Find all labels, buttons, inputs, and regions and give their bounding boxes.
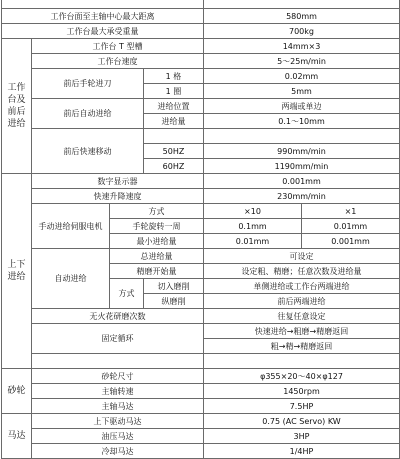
- table-row: [2, 99, 400, 114]
- sub-label: 切入磨削: [144, 279, 204, 294]
- sub-label: 进给量: [144, 114, 204, 129]
- row-value: 快速进给→粗磨→精磨返回: [204, 324, 400, 339]
- table-row: [2, 9, 400, 24]
- row-value: 1/4HP: [204, 444, 400, 459]
- row-value: 0.01mm: [302, 219, 400, 234]
- table-row: [2, 384, 400, 399]
- table-row: [2, 399, 400, 414]
- category-motor: 马达: [2, 414, 32, 459]
- row-value: 230mm/min: [204, 189, 400, 204]
- row-label: 前后手轮进刀: [32, 69, 144, 99]
- table-row: [2, 174, 400, 189]
- row-label: 冷却马达: [32, 444, 204, 459]
- row-label: 上下驱动马达: [32, 414, 204, 429]
- sub-label: 1 格: [144, 69, 204, 84]
- row-label: 工作台最大承受重量: [2, 24, 204, 39]
- table-row: [2, 0, 400, 9]
- row-label: 无火花研磨次数: [32, 309, 204, 324]
- row-label: 快速升降速度: [32, 189, 204, 204]
- row-value: 14mm×3: [204, 39, 400, 54]
- row-value: 可设定: [204, 249, 400, 264]
- row-value: 5mm: [204, 84, 400, 99]
- sub-label: 纵磨削: [144, 294, 204, 309]
- row-label: 前后快速移动: [32, 129, 144, 174]
- table-row: [2, 69, 400, 84]
- table-row: [2, 24, 400, 39]
- row-value: 5～25m/min: [204, 54, 400, 69]
- table-row: [2, 39, 400, 54]
- sub-label: [144, 129, 204, 144]
- row-value: 1190mm/min: [204, 159, 400, 174]
- table-row: [2, 129, 400, 144]
- row-value: ×10: [204, 204, 302, 219]
- row-label: 砂轮尺寸: [32, 369, 204, 384]
- sub-label: 60HZ: [144, 159, 204, 174]
- row-value: 0.02mm: [204, 69, 400, 84]
- table-row: [2, 204, 400, 219]
- row-value: φ355×20～40×φ127: [204, 369, 400, 384]
- table-row: [2, 414, 400, 429]
- table-row: [2, 324, 400, 339]
- table-row: [2, 429, 400, 444]
- sub-label: 1 圈: [144, 84, 204, 99]
- row-value: 0.1mm: [204, 219, 302, 234]
- row-value: 700kg: [204, 24, 400, 39]
- row-label: 工作台面至主轴中心最大距离: [2, 9, 204, 24]
- spec-table: [1, 0, 400, 459]
- row-value: 7.5HP: [204, 399, 400, 414]
- row-value: 两端或单边: [204, 99, 400, 114]
- sub-label: 精磨开始量: [110, 264, 204, 279]
- row-value: 0.1～10mm: [204, 114, 400, 129]
- row-value: 990mm/min: [204, 144, 400, 159]
- row-label: 数字显示器: [32, 174, 204, 189]
- row-value: ×1: [302, 204, 400, 219]
- table-row: [2, 189, 400, 204]
- row-value: 0.001mm: [204, 174, 400, 189]
- row-value: [204, 0, 400, 9]
- row-value: 往复任意设定: [204, 309, 400, 324]
- sub-label: 方式: [110, 279, 144, 309]
- row-label: [32, 354, 204, 369]
- row-value: [204, 129, 400, 144]
- row-label: 工作台 T 型槽: [32, 39, 204, 54]
- row-label: 主轴马达: [32, 399, 204, 414]
- row-value: 设定粗、精磨；任意次数及进给量: [204, 264, 400, 279]
- sub-label: 手轮旋转一周: [110, 219, 204, 234]
- row-label: 主轴转速: [32, 384, 204, 399]
- table-row: [2, 369, 400, 384]
- sub-label: 最小进给量: [110, 234, 204, 249]
- row-label: 自动进给: [32, 249, 110, 309]
- row-value: 580mm: [204, 9, 400, 24]
- row-label: 油压马达: [32, 429, 204, 444]
- category-wheel: 砂轮: [2, 369, 32, 414]
- row-label: 固定循环: [32, 324, 204, 354]
- table-row: [2, 249, 400, 264]
- category-updown: 上下 进给: [2, 174, 32, 369]
- sub-label: 方式: [110, 204, 204, 219]
- row-value: 粗→精→精磨返回: [204, 339, 400, 354]
- table-row: [2, 354, 400, 369]
- row-label: 工作台速度: [32, 54, 204, 69]
- table-row: [2, 54, 400, 69]
- table-row: [2, 444, 400, 459]
- sub-label: 50HZ: [144, 144, 204, 159]
- row-label: 手动进给伺服电机: [32, 204, 110, 249]
- sub-label: 总进给量: [110, 249, 204, 264]
- row-label: 前后自动进给: [32, 99, 144, 129]
- category-worktable: 工作 台及 前后 进给: [2, 39, 32, 174]
- row-value: 1450rpm: [204, 384, 400, 399]
- row-value: 0.01mm: [204, 234, 302, 249]
- row-value: 0.001mm: [302, 234, 400, 249]
- row-value: 前后两端进给: [204, 294, 400, 309]
- row-value: 0.75 (AC Servo) KW: [204, 414, 400, 429]
- row-label: [2, 0, 204, 9]
- row-value: 单侧进给或工作台两端进给: [204, 279, 400, 294]
- sub-label: 进给位置: [144, 99, 204, 114]
- row-value: 3HP: [204, 429, 400, 444]
- row-value: [204, 354, 400, 369]
- table-row: [2, 309, 400, 324]
